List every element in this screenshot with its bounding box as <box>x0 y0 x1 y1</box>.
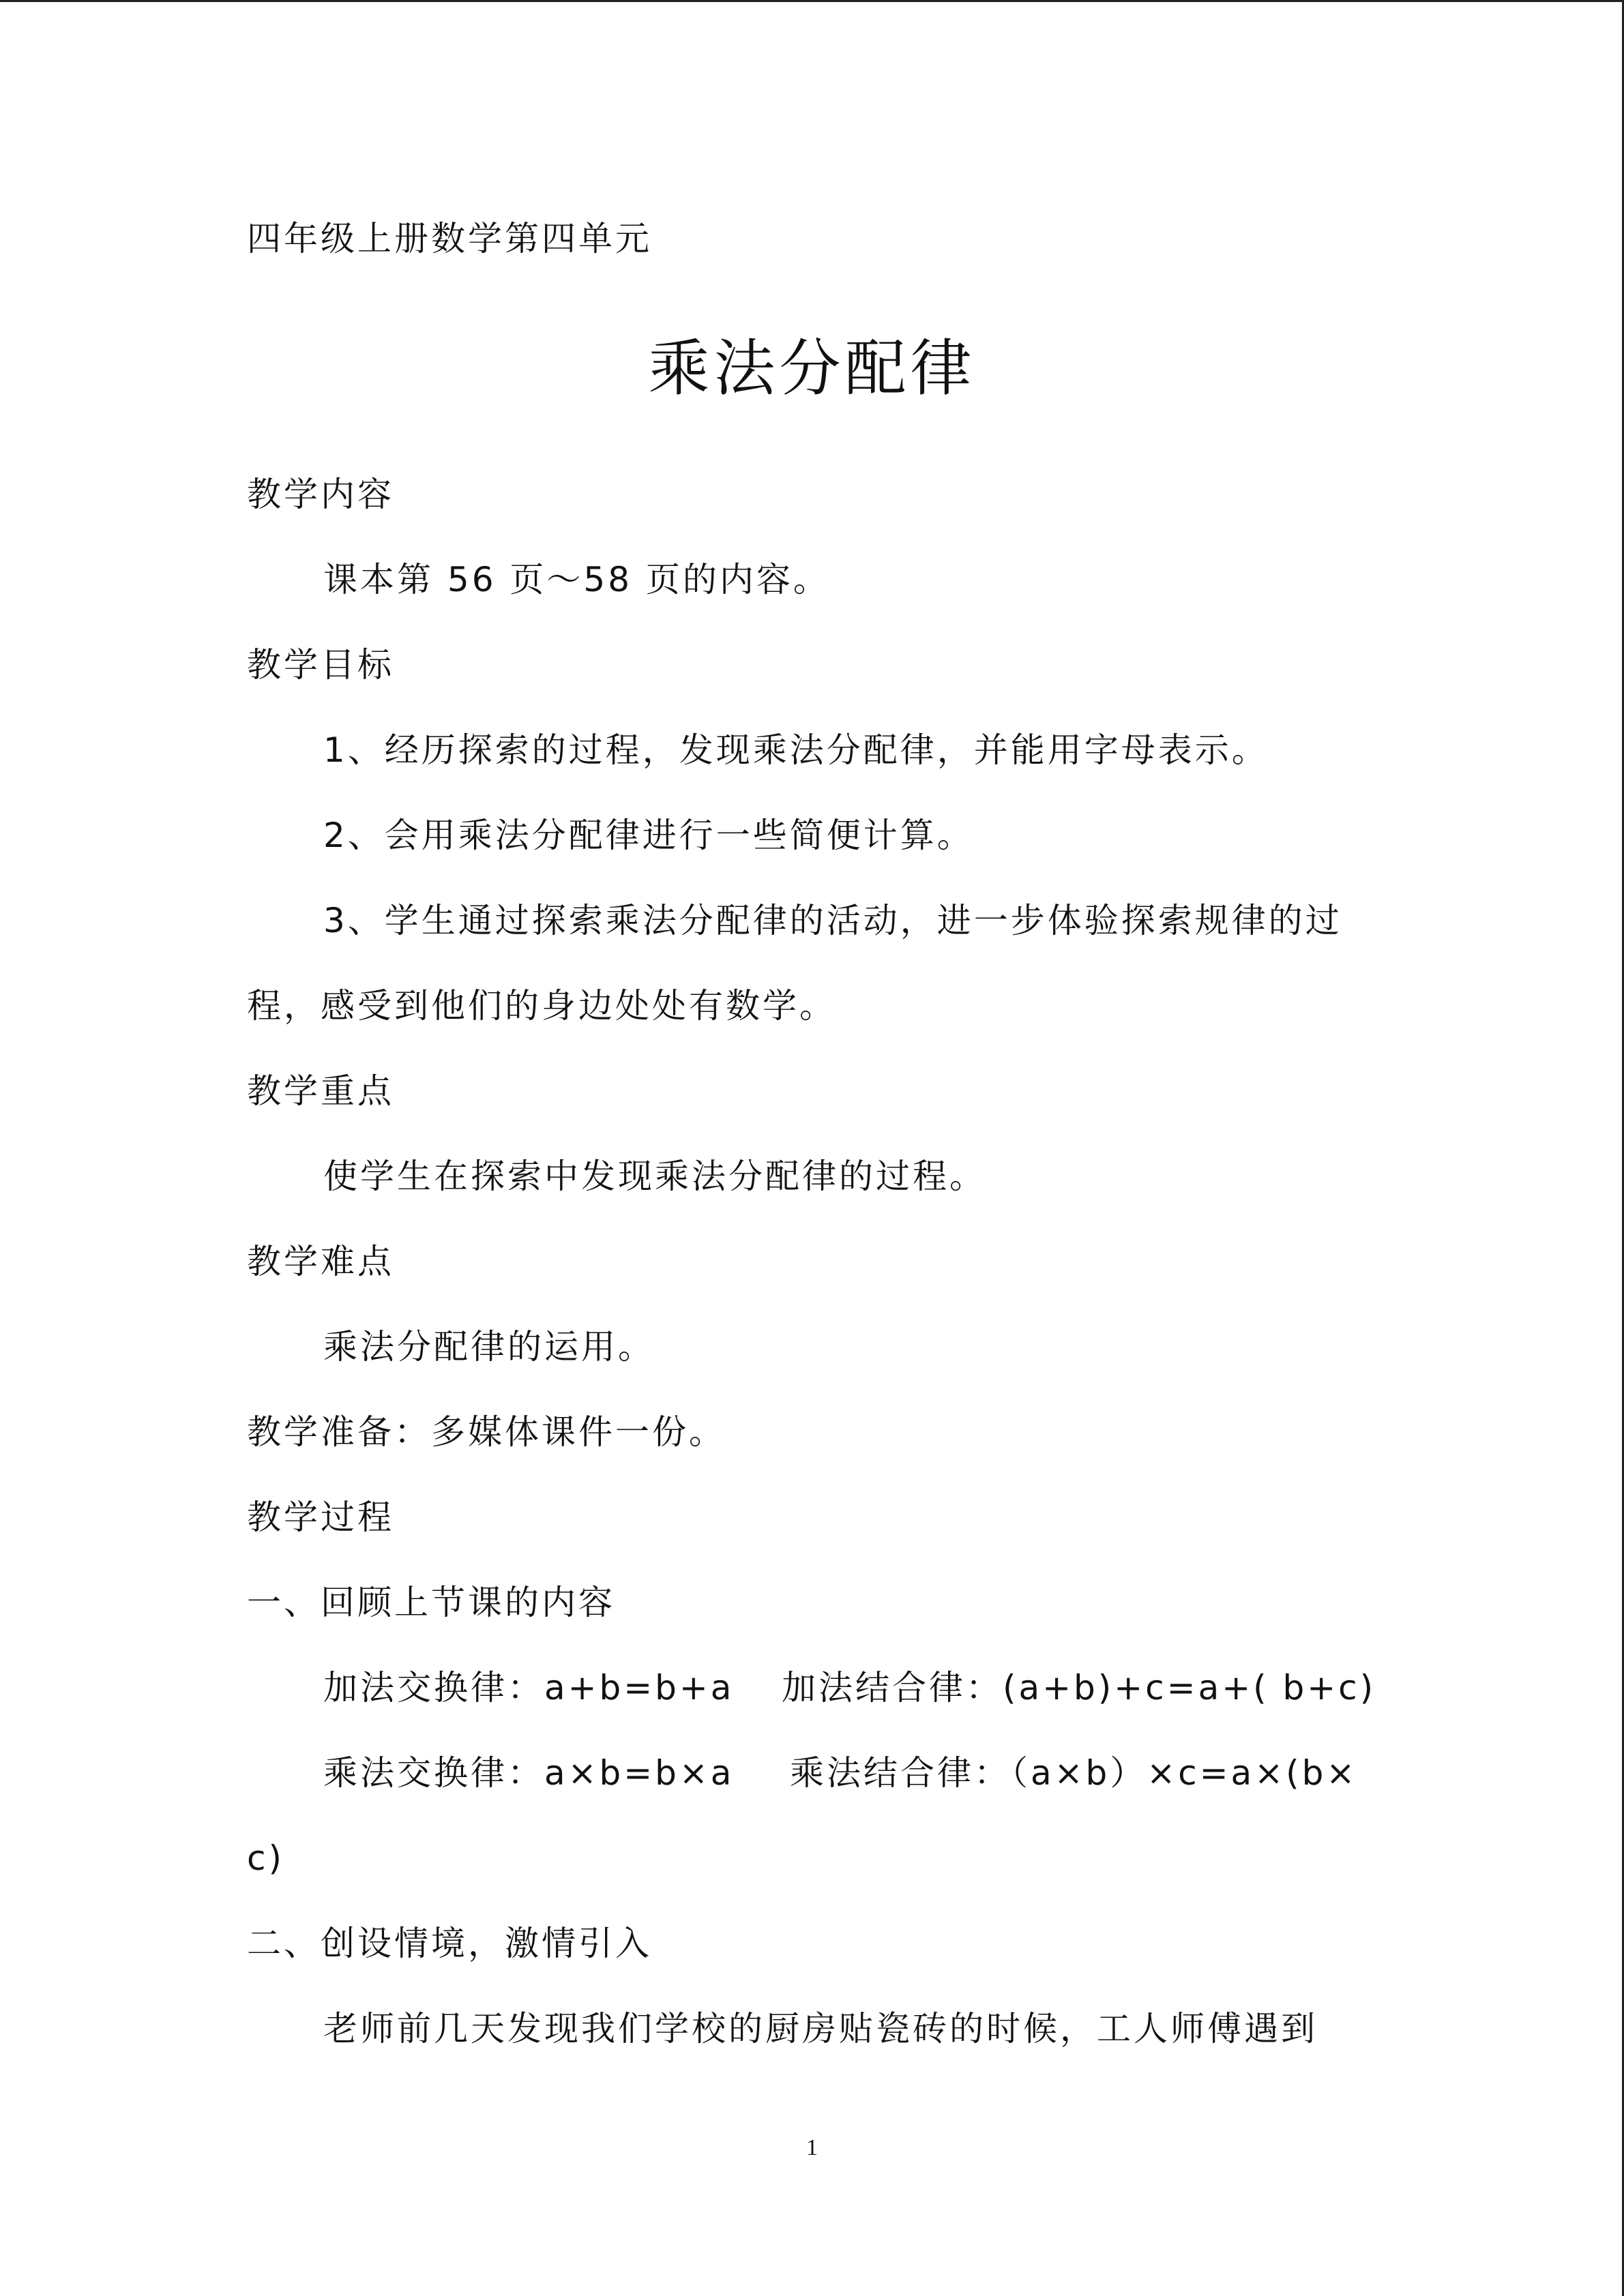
goal-1: 1、经历探索的过程，发现乘法分配律，并能用字母表示。 <box>323 730 1269 770</box>
teaching-content-text: 课本第 56 页～58 页的内容。 <box>323 560 830 599</box>
key-point-text: 使学生在探索中发现乘法分配律的过程。 <box>323 1157 986 1196</box>
multiplication-associative-law-continued: c) <box>247 1838 284 1878</box>
difficulty-text: 乘法分配律的运用。 <box>323 1327 655 1367</box>
section-2-heading: 二、创设情境，激情引入 <box>247 1924 652 1963</box>
heading-difficulty: 教学难点 <box>247 1242 394 1281</box>
page-top-border <box>0 0 1624 2</box>
section-1-heading: 一、回顾上节课的内容 <box>247 1583 615 1622</box>
situation-paragraph: 老师前几天发现我们学校的厨房贴瓷砖的时候，工人师傅遇到 <box>323 2009 1318 2048</box>
page-title: 乘法分配律 <box>648 333 976 404</box>
heading-teaching-goals: 教学目标 <box>247 645 394 685</box>
multiplication-commutative-law: 乘法交换律：a×b=b×a <box>323 1753 735 1793</box>
goal-3-line-1: 3、学生通过探索乘法分配律的活动，进一步体验探索规律的过 <box>323 901 1342 940</box>
heading-teaching-process: 教学过程 <box>247 1497 394 1537</box>
multiplication-associative-law: 乘法结合律：（a×b）×c=a×(b× <box>790 1753 1358 1793</box>
heading-teaching-content: 教学内容 <box>247 475 394 514</box>
heading-key-point: 教学重点 <box>247 1071 394 1111</box>
unit-label: 四年级上册数学第四单元 <box>247 219 652 258</box>
page-number: 1 <box>806 2135 818 2160</box>
goal-3-line-2: 程，感受到他们的身边处处有数学。 <box>247 986 836 1026</box>
addition-associative-law: 加法结合律：(a+b)+c=a+( b+c) <box>782 1668 1376 1708</box>
teaching-preparation: 教学准备：多媒体课件一份。 <box>247 1412 726 1452</box>
goal-2: 2、会用乘法分配律进行一些简便计算。 <box>323 816 974 855</box>
addition-commutative-law: 加法交换律：a+b=b+a <box>323 1668 735 1708</box>
